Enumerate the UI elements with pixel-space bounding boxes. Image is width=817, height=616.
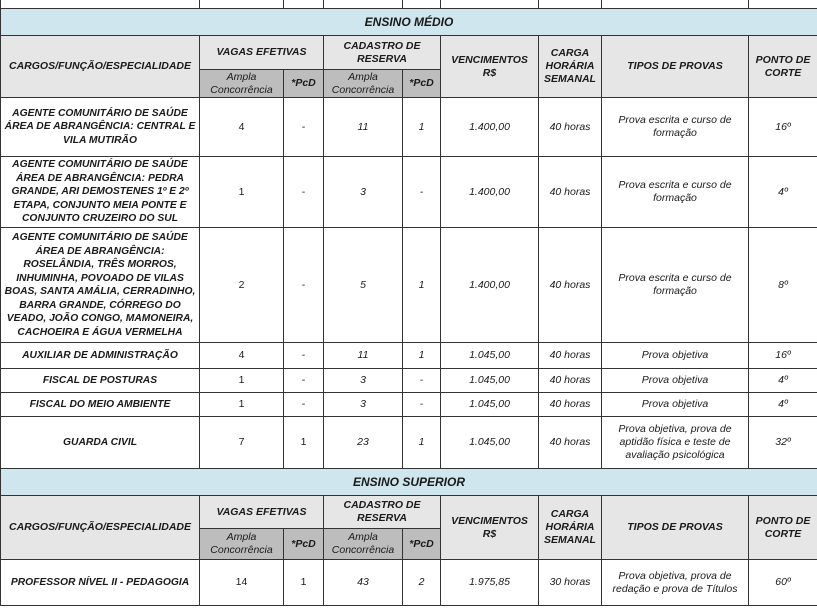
- vagas-ampla-cell: 4: [200, 343, 284, 369]
- ponto-cell: 4º: [749, 369, 817, 393]
- table-row: [1, 560, 817, 606]
- carga-cell: 40 horas: [539, 98, 602, 157]
- vagas-pcd-cell: -: [284, 98, 324, 157]
- cadastro-ampla-cell: 3: [324, 393, 403, 417]
- ponto-cell: 16º: [749, 98, 817, 157]
- vencimentos-cell: 1.400,00: [441, 228, 539, 343]
- table-row: [1, 157, 817, 228]
- vagas-ampla-cell: 2: [200, 228, 284, 343]
- vagas-pcd-cell: 1: [284, 417, 324, 469]
- header-cadastro: CADASTRO DE RESERVA: [324, 496, 441, 529]
- table-row: [1, 369, 817, 393]
- header-carga: CARGA HORÁRIA SEMANAL: [539, 36, 602, 98]
- provas-cell: Prova escrita e curso de formação: [602, 157, 749, 228]
- ponto-cell: 4º: [749, 393, 817, 417]
- table-row: [1, 343, 817, 369]
- provas-cell: Prova escrita e curso de formação: [602, 228, 749, 343]
- vencimentos-cell: 1.045,00: [441, 343, 539, 369]
- vagas-ampla-cell: 7: [200, 417, 284, 469]
- cadastro-ampla-cell: 3: [324, 157, 403, 228]
- subheader-pcd: *PcD: [403, 70, 441, 98]
- ponto-cell: 16º: [749, 343, 817, 369]
- carga-cell: 40 horas: [539, 393, 602, 417]
- subheader-pcd: *PcD: [284, 529, 324, 560]
- cargo-cell: AGENTE COMUNITÁRIO DE SAÚDE ÁREA DE ABRANGÊNCIA: PEDRA GRANDE, ARI DEMOSTENES 1º E 2º ETAPA, CONJUNTO MEIA PONTE E CONJUNTO CRUZEIRO DO SUL: [1, 157, 200, 228]
- provas-cell: Prova objetiva: [602, 369, 749, 393]
- carga-cell: 40 horas: [539, 369, 602, 393]
- header-row: [1, 36, 817, 70]
- cadastro-ampla-cell: 11: [324, 343, 403, 369]
- table-row: [1, 417, 817, 469]
- subheader-pcd: *PcD: [403, 529, 441, 560]
- ponto-cell: 4º: [749, 157, 817, 228]
- vagas-pcd-cell: 1: [284, 560, 324, 606]
- cargo-cell: FISCAL DO MEIO AMBIENTE: [1, 393, 200, 417]
- ponto-cell: 8º: [749, 228, 817, 343]
- provas-cell: Prova objetiva, prova de redação e prova de Títulos: [602, 560, 749, 606]
- provas-cell: Prova objetiva, prova de aptidão física e teste de avaliação psicológica: [602, 417, 749, 469]
- cadastro-ampla-cell: 43: [324, 560, 403, 606]
- carga-cell: 40 horas: [539, 417, 602, 469]
- carga-cell: 40 horas: [539, 228, 602, 343]
- header-vagas: VAGAS EFETIVAS: [200, 36, 324, 70]
- cadastro-pcd-cell: 1: [403, 417, 441, 469]
- cadastro-pcd-cell: 1: [403, 98, 441, 157]
- cadastro-pcd-cell: -: [403, 157, 441, 228]
- header-ponto: PONTO DE CORTE: [749, 36, 817, 98]
- vagas-pcd-cell: -: [284, 393, 324, 417]
- subheader-pcd: *PcD: [284, 70, 324, 98]
- cadastro-ampla-cell: 5: [324, 228, 403, 343]
- cadastro-pcd-cell: -: [403, 369, 441, 393]
- cadastro-pcd-cell: -: [403, 393, 441, 417]
- section-row: [1, 469, 817, 496]
- table-row: [1, 393, 817, 417]
- vagas-pcd-cell: -: [284, 157, 324, 228]
- cargo-cell: AGENTE COMUNITÁRIO DE SAÚDE ÁREA DE ABRANGÊNCIA: CENTRAL E VILA MUTIRÃO: [1, 98, 200, 157]
- vencimentos-cell: 1.400,00: [441, 157, 539, 228]
- header-ponto: PONTO DE CORTE: [749, 496, 817, 560]
- header-provas: TIPOS DE PROVAS: [602, 36, 749, 98]
- cadastro-ampla-cell: 3: [324, 369, 403, 393]
- vagas-pcd-cell: -: [284, 343, 324, 369]
- vagas-ampla-cell: 14: [200, 560, 284, 606]
- provas-cell: Prova objetiva: [602, 343, 749, 369]
- provas-cell: Prova escrita e curso de formação: [602, 98, 749, 157]
- ponto-cell: 60º: [749, 560, 817, 606]
- vagas-ampla-cell: 1: [200, 157, 284, 228]
- carga-cell: 40 horas: [539, 157, 602, 228]
- header-cargo: CARGOS/FUNÇÃO/ESPECIALIDADE: [1, 36, 200, 98]
- cadastro-ampla-cell: 11: [324, 98, 403, 157]
- subheader-ampla: Ampla Concorrência: [324, 529, 403, 560]
- cadastro-pcd-cell: 1: [403, 228, 441, 343]
- section-title: ENSINO MÉDIO: [1, 9, 817, 36]
- ponto-cell: 32º: [749, 417, 817, 469]
- carga-cell: 40 horas: [539, 343, 602, 369]
- cadastro-ampla-cell: 23: [324, 417, 403, 469]
- vencimentos-cell: 1.045,00: [441, 417, 539, 469]
- provas-cell: Prova objetiva: [602, 393, 749, 417]
- cadastro-pcd-cell: 2: [403, 560, 441, 606]
- header-vencimentos: VENCIMENTOS R$: [441, 496, 539, 560]
- carga-cell: 30 horas: [539, 560, 602, 606]
- cargo-cell: FISCAL DE POSTURAS: [1, 369, 200, 393]
- subheader-ampla: Ampla Concorrência: [200, 529, 284, 560]
- header-carga: CARGA HORÁRIA SEMANAL: [539, 496, 602, 560]
- subheader-ampla: Ampla Concorrência: [200, 70, 284, 98]
- header-cadastro: CADASTRO DE RESERVA: [324, 36, 441, 70]
- header-vencimentos: VENCIMENTOS R$: [441, 36, 539, 98]
- vagas-ampla-cell: 1: [200, 369, 284, 393]
- vagas-ampla-cell: 4: [200, 98, 284, 157]
- header-vagas: VAGAS EFETIVAS: [200, 496, 324, 529]
- cargo-cell: PROFESSOR NÍVEL II - PEDAGOGIA: [1, 560, 200, 606]
- header-provas: TIPOS DE PROVAS: [602, 496, 749, 560]
- cargo-cell: AGENTE COMUNITÁRIO DE SAÚDE ÁREA DE ABRANGÊNCIA: ROSELÂNDIA, TRÊS MORROS, INHUMINHA, POVOADO DE VILAS BOAS, SANTA AMÁLIA, CERRADINHO, BARRA GRANDE, CÓRREGO DO VEADO, JOÃO CONGO, MAMONEIRA, CACHOEIRA E ÁGUA VERMELHA: [1, 228, 200, 343]
- vagas-ampla-cell: 1: [200, 393, 284, 417]
- cargo-cell: GUARDA CIVIL: [1, 417, 200, 469]
- table-row: [1, 98, 817, 157]
- header-row: [1, 496, 817, 529]
- section-row: [1, 9, 817, 36]
- cargo-cell: AUXILIAR DE ADMINISTRAÇÃO: [1, 343, 200, 369]
- subheader-ampla: Ampla Concorrência: [324, 70, 403, 98]
- table-row: [1, 228, 817, 343]
- vagas-pcd-cell: -: [284, 369, 324, 393]
- previous-page-row: [1, 0, 817, 9]
- header-cargo: CARGOS/FUNÇÃO/ESPECIALIDADE: [1, 496, 200, 560]
- vencimentos-cell: 1.045,00: [441, 393, 539, 417]
- section-title: ENSINO SUPERIOR: [1, 469, 817, 496]
- vencimentos-cell: 1.045,00: [441, 369, 539, 393]
- vencimentos-cell: 1.975,85: [441, 560, 539, 606]
- cadastro-pcd-cell: 1: [403, 343, 441, 369]
- vagas-pcd-cell: -: [284, 228, 324, 343]
- vencimentos-cell: 1.400,00: [441, 98, 539, 157]
